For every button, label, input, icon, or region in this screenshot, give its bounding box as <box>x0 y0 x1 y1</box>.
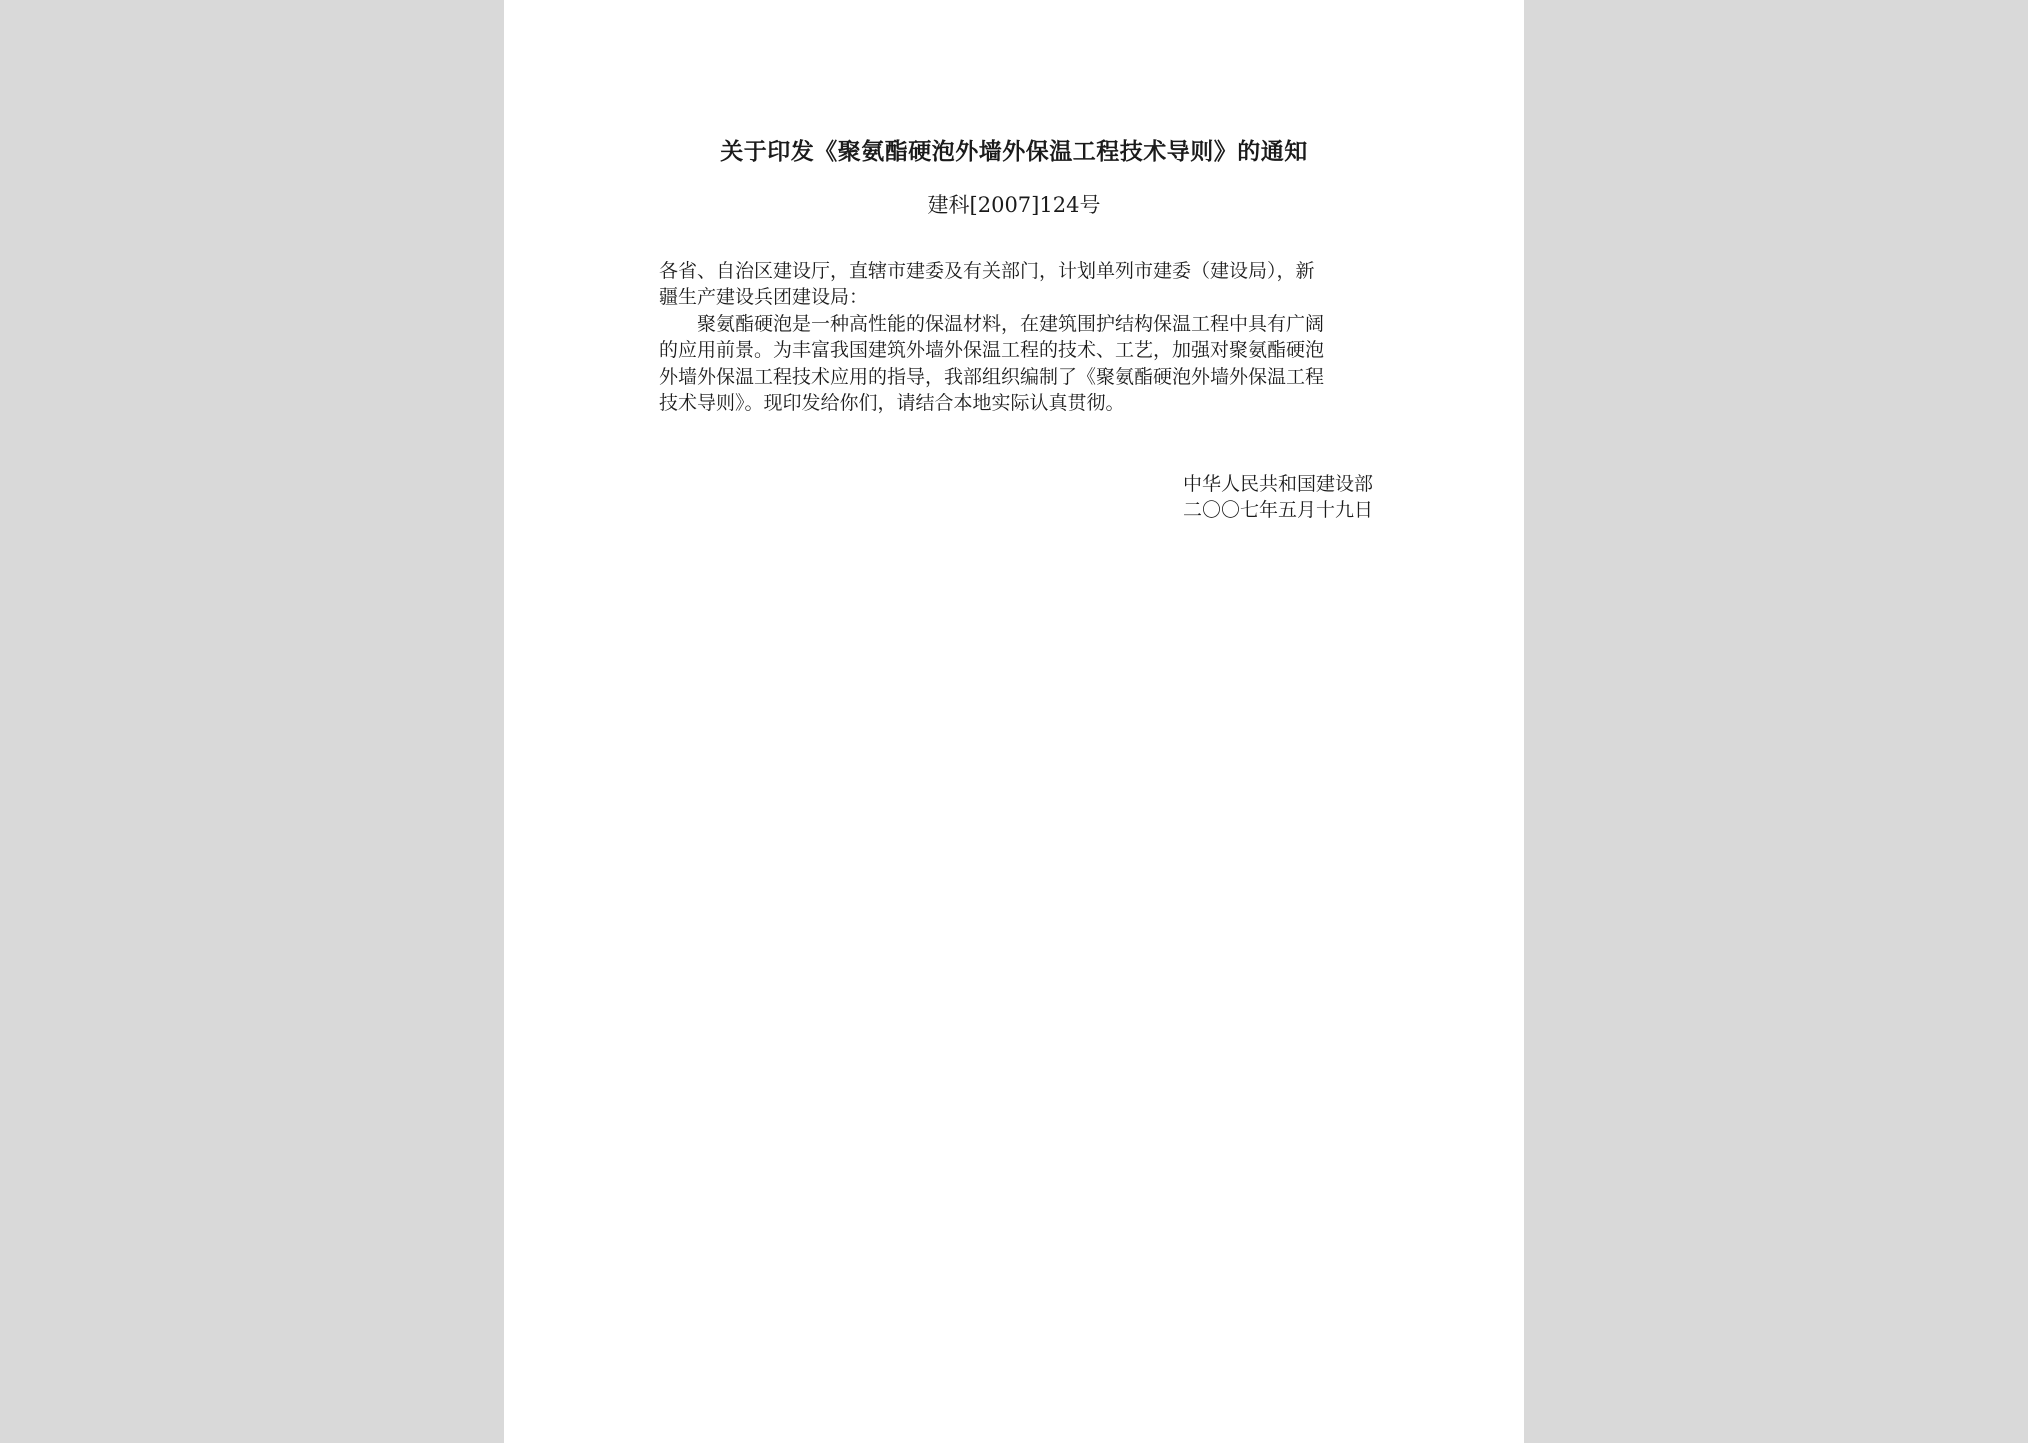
signature-date: 二〇〇七年五月十九日 <box>1182 499 1373 521</box>
body-line: 各省、自治区建设厅，直辖市建委及有关部门，计划单列市建委（建设局），新 <box>659 260 1315 282</box>
document-page <box>504 0 1524 1443</box>
signature-issuer: 中华人民共和国建设部 <box>1182 473 1373 495</box>
document-title: 关于印发《聚氨酯硬泡外墙外保温工程技术导则》的通知 <box>720 138 1308 165</box>
body-line: 聚氨酯硬泡是一种高性能的保温材料，在建筑围护结构保温工程中具有广阔 <box>659 313 1325 335</box>
document-number: 建科[2007]124号 <box>927 193 1101 217</box>
body-line: 疆生产建设兵团建设局： <box>659 286 869 308</box>
body-line: 外墙外保温工程技术应用的指导，我部组织编制了《聚氨酯硬泡外墙外保温工程 <box>659 366 1325 388</box>
body-line: 技术导则》。现印发给你们，请结合本地实际认真贯彻。 <box>659 392 1125 414</box>
body-line: 的应用前景。为丰富我国建筑外墙外保温工程的技术、工艺，加强对聚氨酯硬泡 <box>659 339 1325 361</box>
